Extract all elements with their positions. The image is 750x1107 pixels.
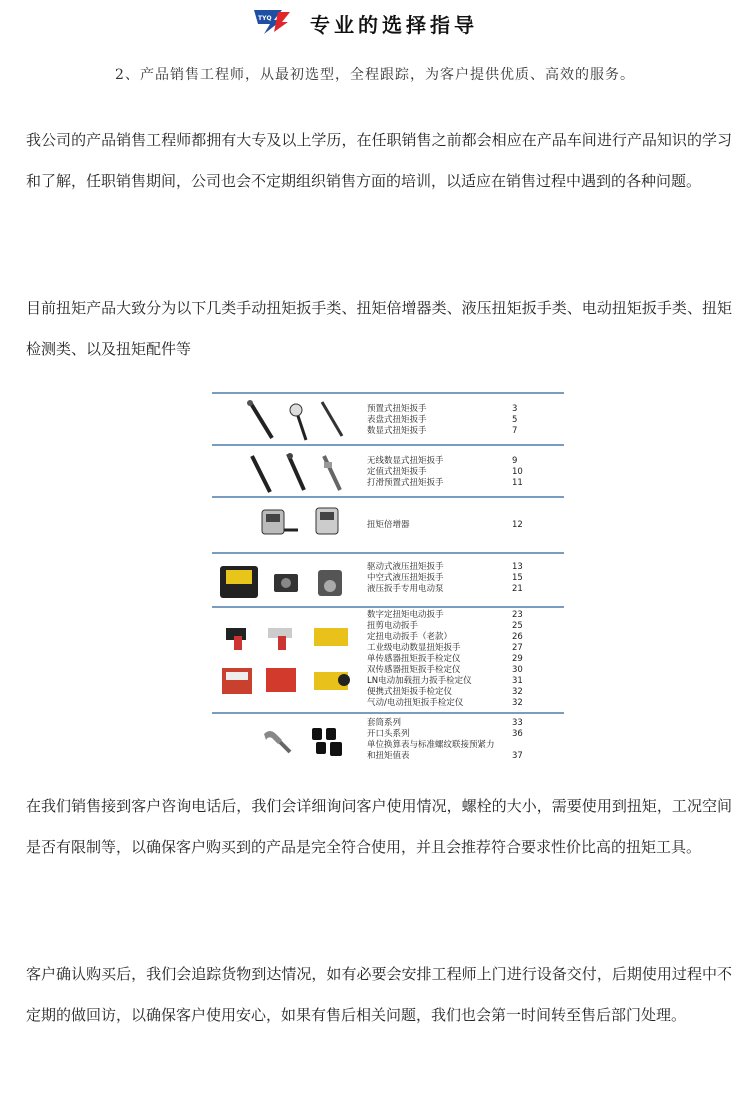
catalog-item: 气动/电动扭矩扳手检定仪	[367, 698, 464, 708]
catalog-page-number: 37	[512, 751, 523, 761]
catalog-section	[212, 496, 566, 548]
wireless-torque-wrench-icon	[218, 448, 348, 500]
catalog-item: 开口头系列	[367, 729, 410, 739]
company-logo	[252, 6, 292, 36]
catalog-page-number: 11	[512, 478, 523, 488]
catalog-page-number: 5	[512, 415, 518, 425]
catalog-item: LN电动加载扭力扳手检定仪	[367, 676, 472, 686]
catalog-item: 液压扳手专用电动泵	[367, 584, 444, 594]
catalog-item: 便携式扭矩扳手检定仪	[367, 687, 453, 697]
electric-wrench-icon	[218, 610, 358, 714]
paragraph-product-categories: 目前扭矩产品大致分为以下几类手动扭矩扳手类、扭矩倍增器类、液压扭矩扳手类、电动扭矩扳手类、扭矩检测类、以及扭矩配件等	[26, 299, 732, 358]
catalog-section	[212, 392, 566, 444]
catalog-page-number: 3	[512, 404, 518, 414]
catalog-item: 数字定扭矩电动扳手	[367, 610, 444, 620]
catalog-page-number: 27	[512, 643, 523, 653]
catalog-page-number: 25	[512, 621, 523, 631]
catalog-item: 无线数显式扭矩扳手	[367, 456, 444, 466]
catalog-page-number: 36	[512, 729, 523, 739]
page-title: 专业的选择指导	[310, 13, 478, 37]
catalog-item: 和扭矩值表	[367, 751, 410, 761]
paragraph-consultation: 在我们销售接到客户咨询电话后，我们会详细询问客户使用情况，螺栓的大小，需要使用到扭矩，工况空间是否有限制等，以确保客户购买到的产品是完全符合使用，并且会推荐符合要求性价比高的扭矩工具。	[26, 797, 732, 856]
catalog-page-number: 29	[512, 654, 523, 664]
socket-accessories-icon	[218, 716, 358, 772]
catalog-item: 表盘式扭矩扳手	[367, 415, 427, 425]
paragraph-after-sales: 客户确认购买后，我们会追踪货物到达情况，如有必要会安排工程师上门进行设备交付，后期使用过程中不定期的做回访，以确保客户使用安心，如果有售后相关问题，我们也会第一时间转至售后部门处理。	[26, 965, 732, 1024]
manual-torque-wrench-icon	[218, 396, 348, 448]
subtitle: 2、产品销售工程师，从最初选型，全程跟踪，为客户提供优质、高效的服务。	[115, 67, 635, 83]
catalog-page-number: 32	[512, 687, 523, 697]
catalog-page-number: 13	[512, 562, 523, 572]
catalog-item: 数显式扭矩扳手	[367, 426, 427, 436]
catalog-section	[212, 606, 566, 710]
catalog-item: 扭剪电动扳手	[367, 621, 419, 631]
catalog-item: 定值式扭矩扳手	[367, 467, 427, 477]
catalog-page-number: 31	[512, 676, 523, 686]
catalog-item: 预置式扭矩扳手	[367, 404, 427, 414]
catalog-page-number: 30	[512, 665, 523, 675]
catalog-section	[212, 712, 566, 768]
catalog-page-number: 21	[512, 584, 523, 594]
catalog-page-number: 33	[512, 718, 523, 728]
catalog-item: 定扭电动扳手（老款）	[367, 632, 453, 642]
catalog-item: 打滑预置式扭矩扳手	[367, 478, 444, 488]
catalog-page-number: 9	[512, 456, 518, 466]
torque-multiplier-icon	[218, 500, 348, 552]
catalog-item: 工业级电动数显扭矩扳手	[367, 643, 461, 653]
catalog-page-number: 10	[512, 467, 523, 477]
catalog-page-number: 12	[512, 520, 523, 530]
product-catalog-figure	[212, 392, 566, 770]
catalog-page-number: 32	[512, 698, 523, 708]
catalog-section	[212, 444, 566, 496]
catalog-item: 单传感器扭矩扳手检定仪	[367, 654, 461, 664]
catalog-page-number: 26	[512, 632, 523, 642]
catalog-page-number: 15	[512, 573, 523, 583]
page-header	[0, 6, 750, 38]
catalog-item: 套筒系列	[367, 718, 402, 728]
catalog-item: 双传感器扭矩扳手检定仪	[367, 665, 461, 675]
paragraph-engineers: 我公司的产品销售工程师都拥有大专及以上学历，在任职销售之前都会相应在产品车间进行产品知识的学习和了解，任职销售期间，公司也会不定期组织销售方面的培训，以适应在销售过程中遇到的各种问题。	[26, 131, 732, 190]
catalog-item: 中空式液压扭矩扳手	[367, 573, 444, 583]
catalog-page-number	[512, 740, 523, 751]
catalog-item: 扭矩倍增器	[367, 520, 410, 530]
catalog-page-number: 23	[512, 610, 523, 620]
catalog-section	[212, 552, 566, 604]
catalog-page-number: 7	[512, 426, 518, 436]
catalog-item: 单位换算表与标准螺纹联接预紧力	[367, 740, 495, 750]
catalog-item: 驱动式液压扭矩扳手	[367, 562, 444, 572]
hydraulic-wrench-icon	[218, 556, 358, 608]
svg-text:TYQ: TYQ	[258, 15, 272, 22]
